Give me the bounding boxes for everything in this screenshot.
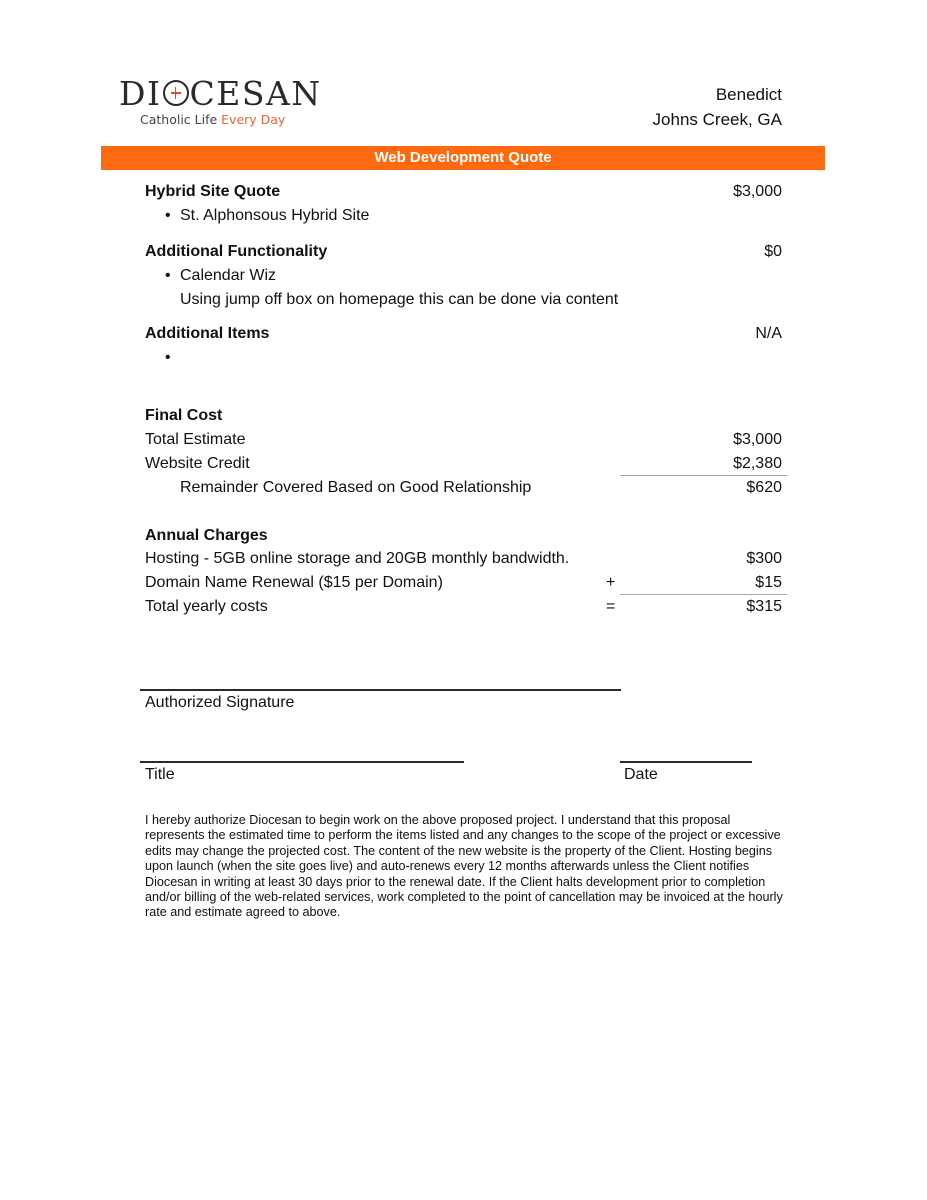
section-amount: $3,000 [733, 183, 782, 200]
title-line[interactable] [140, 761, 464, 763]
cost-label: Remainder Covered Based on Good Relationship [180, 479, 532, 496]
annual-amount: $15 [755, 574, 782, 591]
cost-row [180, 478, 782, 498]
cost-label: Website Credit [145, 455, 250, 472]
hybrid-section-header [145, 182, 782, 202]
section-amount: $0 [764, 243, 782, 260]
cost-label: Total Estimate [145, 431, 246, 448]
list-item: Calendar Wiz [180, 267, 277, 284]
annual-label: Hosting - 5GB online storage and 20GB monthly bandwidth. [145, 550, 570, 567]
functionality-section-header [145, 242, 782, 262]
annual-row [145, 573, 782, 593]
annual-amount: $315 [746, 598, 782, 615]
authorized-signature-label: Authorized Signature [145, 694, 295, 711]
cost-amount: $3,000 [733, 431, 782, 448]
cost-amount: $620 [746, 479, 782, 496]
cost-amount: $2,380 [733, 455, 782, 472]
section-amount: N/A [755, 325, 782, 342]
authorization-terms: I hereby authorize Diocesan to begin work on the above proposed project. I understand that this proposal represents the estimated time to perform the items listed and any changes to the scope of the project or excessive edits may change the projected cost. The content of the new website is the property of the Client. Hosting begins upon launch (when the site goes live) and auto-renews every 12 months afterwards unless the Client notifies Diocesan in writing at least 30 days prior to the renewal date. If the Client halts development prior to completion and/or billing of the web-related services, work completed to the point of cancellation may be invoiced at the hourly rate and estimate agreed to above. [145, 813, 783, 920]
diocesan-logo [119, 74, 322, 114]
annual-label: Domain Name Renewal ($15 per Domain) [145, 574, 443, 591]
annual-row [145, 549, 782, 569]
tagline-accent: Every Day [221, 112, 286, 127]
logo-tagline [140, 112, 285, 128]
annual-row [145, 597, 782, 617]
cross-circle-icon [163, 80, 189, 106]
final-cost-heading: Final Cost [145, 407, 223, 424]
total-divider [620, 594, 787, 595]
logo-text-end: CESAN [189, 74, 322, 113]
signature-line[interactable] [140, 689, 621, 691]
bullet-icon: • [165, 349, 171, 366]
client-location: Johns Creek, GA [652, 110, 782, 129]
section-heading: Hybrid Site Quote [145, 183, 281, 200]
tagline-main: Catholic Life [140, 112, 222, 127]
bullet-icon: • [165, 267, 171, 284]
section-heading: Additional Items [145, 325, 270, 342]
additional-section-header [145, 324, 782, 344]
client-name: Benedict [715, 85, 782, 104]
equals-operator: = [606, 598, 616, 615]
title-label: Title [145, 766, 175, 783]
cost-row [145, 430, 782, 450]
annual-label: Total yearly costs [145, 598, 268, 615]
quote-banner: Web Development Quote [101, 146, 825, 170]
section-heading: Additional Functionality [145, 243, 328, 260]
annual-charges-heading: Annual Charges [145, 527, 268, 544]
annual-amount: $300 [746, 550, 782, 567]
bullet-icon: • [165, 207, 171, 224]
logo-text-start: DI [119, 74, 162, 113]
cost-row [145, 454, 782, 474]
list-item-note: Using jump off box on homepage this can be done via content [180, 291, 619, 308]
plus-operator: + [606, 574, 616, 591]
date-line[interactable] [620, 761, 752, 763]
list-item: St. Alphonsous Hybrid Site [180, 207, 370, 224]
subtotal-divider [620, 475, 787, 476]
date-label: Date [624, 766, 658, 783]
